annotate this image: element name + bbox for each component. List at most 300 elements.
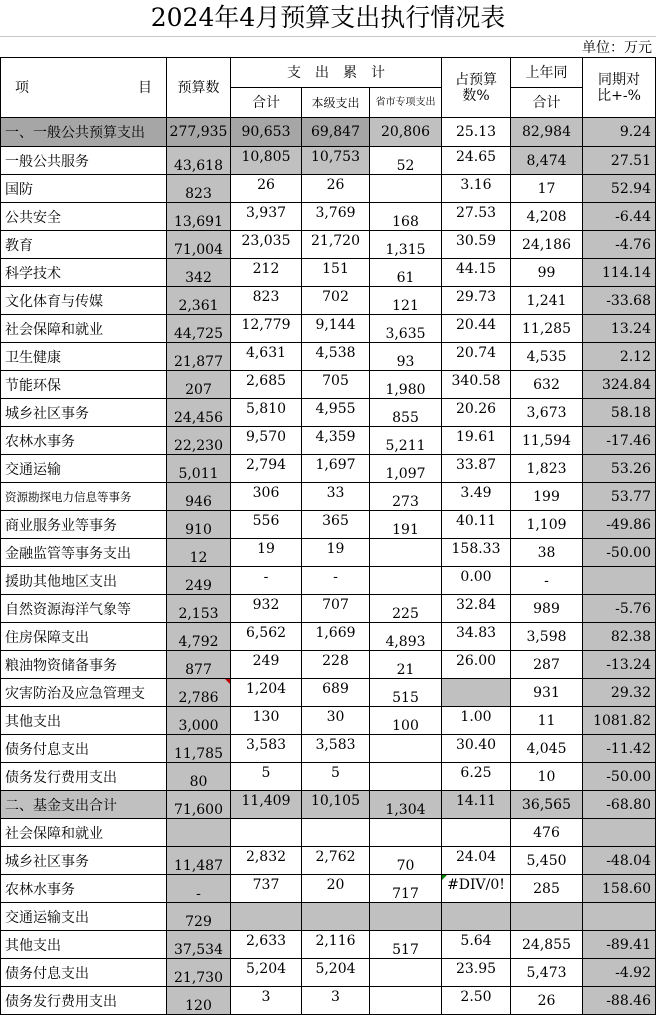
cell-budget[interactable] (167, 118, 231, 147)
cell-yoy-change[interactable] (583, 763, 656, 791)
cell-budget[interactable] (167, 847, 231, 875)
cell-yoy-change[interactable] (583, 539, 656, 567)
cell-last-year-total[interactable] (511, 987, 583, 1015)
cell-last-year-total[interactable] (511, 118, 583, 147)
cell-budget-ratio[interactable] (442, 343, 511, 371)
cell-item-name[interactable] (1, 623, 167, 651)
cell-budget-ratio[interactable] (442, 595, 511, 623)
cell-special-spend[interactable] (370, 259, 442, 287)
cell-budget-ratio[interactable] (442, 623, 511, 651)
cell-special-spend[interactable] (370, 595, 442, 623)
cell-last-year-total[interactable] (511, 259, 583, 287)
cell-last-year-total[interactable] (511, 875, 583, 903)
cell-cum-total[interactable] (231, 427, 302, 455)
cell-item-name[interactable] (1, 203, 167, 231)
cell-cum-total[interactable] (231, 987, 302, 1015)
cell-last-year-total[interactable] (511, 455, 583, 483)
cell-budget-ratio[interactable] (442, 735, 511, 763)
cell-cum-total[interactable] (231, 231, 302, 259)
cell-yoy-change[interactable] (583, 735, 656, 763)
cell-budget-ratio[interactable] (442, 987, 511, 1015)
cell-budget[interactable] (167, 791, 231, 819)
cell-yoy-change[interactable] (583, 118, 656, 147)
cell-special-spend[interactable] (370, 427, 442, 455)
cell-value: 717 (392, 886, 419, 902)
cell-special-spend[interactable] (370, 763, 442, 791)
cell-cum-total[interactable] (231, 539, 302, 567)
cell-budget[interactable] (167, 875, 231, 903)
cell-last-year-total[interactable] (511, 427, 583, 455)
cell-budget-ratio[interactable] (442, 203, 511, 231)
cell-local-spend[interactable] (302, 483, 370, 511)
cell-cum-total[interactable] (231, 287, 302, 315)
cell-local-spend[interactable] (302, 118, 370, 147)
cell-budget-ratio[interactable] (442, 259, 511, 287)
cell-yoy-change[interactable] (583, 791, 656, 819)
cell-special-spend[interactable] (370, 118, 442, 147)
cell-item-name[interactable] (1, 399, 167, 427)
cell-special-spend[interactable] (370, 511, 442, 539)
cell-special-spend[interactable] (370, 287, 442, 315)
cell-yoy-change[interactable] (583, 399, 656, 427)
cell-last-year-total[interactable] (511, 735, 583, 763)
cell-last-year-total[interactable] (511, 847, 583, 875)
cell-yoy-change[interactable] (583, 707, 656, 735)
cell-last-year-total[interactable] (511, 287, 583, 315)
cell-value: 5 (261, 765, 271, 781)
cell-special-spend[interactable] (370, 203, 442, 231)
header-total[interactable]: 合计 (231, 88, 302, 118)
cell-yoy-change[interactable] (583, 931, 656, 959)
cell-cum-total[interactable] (231, 147, 302, 175)
cell-local-spend[interactable] (302, 567, 370, 595)
cell-item-name[interactable] (1, 539, 167, 567)
cell-budget-ratio[interactable] (442, 427, 511, 455)
cell-value: -88.46 (606, 992, 651, 1009)
cell-yoy-change[interactable] (583, 959, 656, 987)
cell-cum-total[interactable] (231, 959, 302, 987)
cell-last-year-total[interactable] (511, 511, 583, 539)
cell-budget[interactable] (167, 483, 231, 511)
cell-item-name[interactable] (1, 511, 167, 539)
header-last-total[interactable]: 合计 (511, 88, 583, 118)
cell-item-name[interactable] (1, 315, 167, 343)
cell-budget-ratio[interactable] (442, 903, 511, 931)
cell-item-name[interactable] (1, 595, 167, 623)
cell-value: 30 (326, 709, 345, 725)
cell-local-spend[interactable] (302, 903, 370, 931)
cell-local-spend[interactable] (302, 175, 370, 203)
cell-value: 26 (537, 992, 556, 1009)
cell-special-spend[interactable] (370, 567, 442, 595)
cell-value: 债务付息支出 (5, 741, 89, 758)
cell-budget[interactable] (167, 427, 231, 455)
cell-budget[interactable] (167, 595, 231, 623)
cell-yoy-change[interactable] (583, 203, 656, 231)
cell-budget-ratio[interactable] (442, 651, 511, 679)
cell-value: 公共安全 (5, 209, 61, 226)
cell-cum-total[interactable] (231, 847, 302, 875)
cell-item-name[interactable] (1, 427, 167, 455)
cell-cum-total[interactable] (231, 679, 302, 707)
cell-item-name[interactable] (1, 371, 167, 399)
cell-item-name[interactable] (1, 847, 167, 875)
cell-item-name[interactable] (1, 931, 167, 959)
cell-last-year-total[interactable] (511, 343, 583, 371)
header-last-year[interactable]: 上年同 (511, 58, 583, 88)
cell-local-spend[interactable] (302, 651, 370, 679)
cell-local-spend[interactable] (302, 315, 370, 343)
cell-item-name[interactable] (1, 175, 167, 203)
cell-last-year-total[interactable] (511, 679, 583, 707)
cell-value: 3,937 (245, 205, 287, 221)
cell-budget-ratio[interactable] (442, 875, 511, 903)
cell-budget[interactable] (167, 511, 231, 539)
cell-cum-total[interactable] (231, 623, 302, 651)
table-row (1, 679, 656, 707)
cell-budget[interactable] (167, 399, 231, 427)
table-row (1, 987, 656, 1015)
cell-budget-ratio[interactable] (442, 931, 511, 959)
cell-budget[interactable] (167, 539, 231, 567)
cell-budget-ratio[interactable] (442, 539, 511, 567)
cell-item-name[interactable] (1, 287, 167, 315)
cell-yoy-change[interactable] (583, 623, 656, 651)
cell-last-year-total[interactable] (511, 595, 583, 623)
cell-budget-ratio[interactable] (442, 483, 511, 511)
cell-special-spend[interactable] (370, 707, 442, 735)
cell-cum-total[interactable] (231, 903, 302, 931)
cell-special-spend[interactable] (370, 343, 442, 371)
cell-local-spend[interactable] (302, 679, 370, 707)
cell-budget-ratio[interactable] (442, 399, 511, 427)
cell-yoy-change[interactable] (583, 259, 656, 287)
cell-budget[interactable] (167, 175, 231, 203)
cell-budget-ratio[interactable] (442, 315, 511, 343)
cell-local-spend[interactable] (302, 959, 370, 987)
cell-cum-total[interactable] (231, 343, 302, 371)
cell-item-name[interactable] (1, 567, 167, 595)
cell-value: 632 (533, 376, 560, 393)
cell-value: 住房保障支出 (5, 629, 89, 646)
cell-special-spend[interactable] (370, 147, 442, 175)
cell-yoy-change[interactable] (583, 595, 656, 623)
cell-budget[interactable] (167, 259, 231, 287)
cell-last-year-total[interactable] (511, 763, 583, 791)
cell-budget[interactable] (167, 707, 231, 735)
cell-last-year-total[interactable] (511, 231, 583, 259)
cell-budget[interactable] (167, 651, 231, 679)
cell-yoy-change[interactable] (583, 847, 656, 875)
header-item[interactable] (1, 58, 167, 118)
cell-item-name[interactable] (1, 791, 167, 819)
cell-item-name[interactable] (1, 231, 167, 259)
cell-budget-ratio[interactable] (442, 231, 511, 259)
cell-local-spend[interactable] (302, 819, 370, 847)
cell-last-year-total[interactable] (511, 371, 583, 399)
cell-value: 44,725 (174, 326, 223, 342)
cell-special-spend[interactable] (370, 371, 442, 399)
cell-special-spend[interactable] (370, 791, 442, 819)
cell-budget-ratio[interactable] (442, 567, 511, 595)
cell-budget[interactable] (167, 959, 231, 987)
cell-cum-total[interactable] (231, 819, 302, 847)
cell-budget-ratio[interactable] (442, 847, 511, 875)
cell-cum-total[interactable] (231, 763, 302, 791)
cell-cum-total[interactable] (231, 203, 302, 231)
cell-special-spend[interactable] (370, 231, 442, 259)
cell-item-name[interactable] (1, 903, 167, 931)
cell-local-spend[interactable] (302, 707, 370, 735)
header-ratio[interactable]: 占预算数% (442, 58, 511, 118)
cell-local-spend[interactable] (302, 791, 370, 819)
cell-budget-ratio[interactable] (442, 679, 511, 707)
cell-yoy-change[interactable] (583, 231, 656, 259)
cell-last-year-total[interactable] (511, 959, 583, 987)
cell-local-spend[interactable] (302, 595, 370, 623)
cell-local-spend[interactable] (302, 427, 370, 455)
table-row (1, 147, 656, 175)
cell-value: 1,204 (245, 681, 287, 697)
cell-budget-ratio[interactable] (442, 371, 511, 399)
cell-local-spend[interactable] (302, 847, 370, 875)
cell-last-year-total[interactable] (511, 203, 583, 231)
cell-yoy-change[interactable] (583, 427, 656, 455)
cell-last-year-total[interactable] (511, 651, 583, 679)
cell-value: 151 (322, 261, 349, 277)
cell-budget-ratio[interactable] (442, 118, 511, 147)
cell-item-name[interactable] (1, 118, 167, 147)
cell-item-name[interactable] (1, 343, 167, 371)
cell-last-year-total[interactable] (511, 931, 583, 959)
cell-value: 23,035 (241, 233, 291, 249)
cell-budget[interactable] (167, 371, 231, 399)
cell-item-name[interactable] (1, 819, 167, 847)
cell-cum-total[interactable] (231, 735, 302, 763)
cell-budget[interactable] (167, 231, 231, 259)
cell-yoy-change[interactable] (583, 175, 656, 203)
cell-cum-total[interactable] (231, 175, 302, 203)
cell-cum-total[interactable] (231, 511, 302, 539)
cell-yoy-change[interactable] (583, 903, 656, 931)
cell-yoy-change[interactable] (583, 483, 656, 511)
cell-yoy-change[interactable] (583, 315, 656, 343)
cell-local-spend[interactable] (302, 987, 370, 1015)
cell-item-name[interactable] (1, 959, 167, 987)
cell-budget[interactable] (167, 819, 231, 847)
cell-special-spend[interactable] (370, 735, 442, 763)
cell-last-year-total[interactable] (511, 315, 583, 343)
cell-special-spend[interactable] (370, 623, 442, 651)
cell-yoy-change[interactable] (583, 371, 656, 399)
cell-cum-total[interactable] (231, 567, 302, 595)
cell-yoy-change[interactable] (583, 875, 656, 903)
cell-yoy-change[interactable] (583, 987, 656, 1015)
cell-local-spend[interactable] (302, 259, 370, 287)
cell-item-name[interactable] (1, 875, 167, 903)
cell-item-name[interactable] (1, 735, 167, 763)
cell-yoy-change[interactable] (583, 651, 656, 679)
cell-budget[interactable] (167, 343, 231, 371)
cell-local-spend[interactable] (302, 371, 370, 399)
cell-local-spend[interactable] (302, 287, 370, 315)
cell-item-name[interactable] (1, 259, 167, 287)
cell-cum-total[interactable] (231, 875, 302, 903)
cell-budget[interactable] (167, 623, 231, 651)
cell-budget[interactable] (167, 763, 231, 791)
cell-budget-ratio[interactable] (442, 819, 511, 847)
cell-yoy-change[interactable] (583, 819, 656, 847)
cell-cum-total[interactable] (231, 455, 302, 483)
cell-item-name[interactable] (1, 651, 167, 679)
cell-budget[interactable] (167, 567, 231, 595)
cell-last-year-total[interactable] (511, 539, 583, 567)
cell-budget[interactable] (167, 679, 231, 707)
cell-special-spend[interactable] (370, 399, 442, 427)
cell-value: 1,304 (385, 802, 426, 818)
cell-special-spend[interactable] (370, 651, 442, 679)
cell-item-name[interactable] (1, 987, 167, 1015)
header-item-right: 目 (138, 79, 152, 96)
cell-cum-total[interactable] (231, 118, 302, 147)
cell-cum-total[interactable] (231, 259, 302, 287)
cell-budget[interactable] (167, 147, 231, 175)
cell-last-year-total[interactable] (511, 623, 583, 651)
cell-last-year-total[interactable] (511, 483, 583, 511)
table-row (1, 819, 656, 847)
cell-special-spend[interactable] (370, 315, 442, 343)
cell-value: 476 (533, 824, 560, 841)
cell-budget-ratio[interactable] (442, 959, 511, 987)
cell-item-name[interactable] (1, 679, 167, 707)
cell-cum-total[interactable] (231, 791, 302, 819)
cell-value: 53.77 (610, 488, 651, 505)
cell-special-spend[interactable] (370, 819, 442, 847)
cell-value: 24.65 (455, 149, 497, 165)
cell-last-year-total[interactable] (511, 819, 583, 847)
cell-local-spend[interactable] (302, 231, 370, 259)
cell-local-spend[interactable] (302, 399, 370, 427)
cell-special-spend[interactable] (370, 987, 442, 1015)
cell-special-spend[interactable] (370, 175, 442, 203)
cell-local-spend[interactable] (302, 735, 370, 763)
cell-value: -49.86 (606, 516, 651, 533)
cell-local-spend[interactable] (302, 203, 370, 231)
cell-local-spend[interactable] (302, 931, 370, 959)
cell-budget[interactable] (167, 987, 231, 1015)
cell-item-name[interactable] (1, 763, 167, 791)
cell-cum-total[interactable] (231, 931, 302, 959)
cell-budget[interactable] (167, 455, 231, 483)
header-budget[interactable]: 预算数 (167, 58, 231, 118)
cell-yoy-change[interactable] (583, 455, 656, 483)
cell-local-spend[interactable] (302, 511, 370, 539)
cell-budget-ratio[interactable] (442, 175, 511, 203)
cell-local-spend[interactable] (302, 147, 370, 175)
cell-value: 粮油物资储备事务 (5, 657, 117, 674)
cell-local-spend[interactable] (302, 343, 370, 371)
cell-special-spend[interactable] (370, 847, 442, 875)
cell-budget-ratio[interactable] (442, 455, 511, 483)
cell-budget[interactable] (167, 931, 231, 959)
cell-yoy-change[interactable] (583, 511, 656, 539)
header-cumulative[interactable]: 支 出 累 计 (231, 58, 442, 88)
cell-special-spend[interactable] (370, 931, 442, 959)
cell-cum-total[interactable] (231, 399, 302, 427)
cell-budget[interactable] (167, 315, 231, 343)
cell-item-name[interactable] (1, 483, 167, 511)
cell-special-spend[interactable] (370, 903, 442, 931)
cell-last-year-total[interactable] (511, 707, 583, 735)
header-yoy[interactable]: 同期对比+-% (583, 58, 656, 118)
cell-yoy-change[interactable] (583, 287, 656, 315)
cell-budget-ratio[interactable] (442, 147, 511, 175)
cell-last-year-total[interactable] (511, 903, 583, 931)
cell-budget[interactable] (167, 735, 231, 763)
cell-cum-total[interactable] (231, 483, 302, 511)
cell-last-year-total[interactable] (511, 567, 583, 595)
cell-budget[interactable] (167, 287, 231, 315)
cell-item-name[interactable] (1, 147, 167, 175)
cell-value: - (263, 569, 269, 585)
cell-local-spend[interactable] (302, 539, 370, 567)
cell-last-year-total[interactable] (511, 399, 583, 427)
cell-yoy-change[interactable] (583, 343, 656, 371)
cell-local-spend[interactable] (302, 763, 370, 791)
cell-special-spend[interactable] (370, 455, 442, 483)
header-special[interactable]: 省市专项支出 (370, 88, 442, 118)
cell-item-name[interactable] (1, 707, 167, 735)
cell-last-year-total[interactable] (511, 175, 583, 203)
table-row (1, 483, 656, 511)
cell-value: 19.61 (455, 429, 497, 445)
cell-value: 10 (537, 768, 556, 785)
cell-cum-total[interactable] (231, 371, 302, 399)
cell-budget-ratio[interactable] (442, 287, 511, 315)
cell-special-spend[interactable] (370, 539, 442, 567)
cell-item-name[interactable] (1, 455, 167, 483)
cell-special-spend[interactable] (370, 483, 442, 511)
cell-budget-ratio[interactable] (442, 791, 511, 819)
cell-local-spend[interactable] (302, 875, 370, 903)
cell-value: 27.53 (455, 205, 497, 221)
cell-yoy-change[interactable] (583, 147, 656, 175)
cell-cum-total[interactable] (231, 315, 302, 343)
cell-special-spend[interactable] (370, 679, 442, 707)
cell-special-spend[interactable] (370, 959, 442, 987)
cell-budget[interactable] (167, 203, 231, 231)
cell-budget-ratio[interactable] (442, 707, 511, 735)
cell-last-year-total[interactable] (511, 791, 583, 819)
cell-cum-total[interactable] (231, 595, 302, 623)
cell-value: 5,473 (526, 964, 567, 981)
cell-budget-ratio[interactable] (442, 511, 511, 539)
cell-last-year-total[interactable] (511, 147, 583, 175)
cell-yoy-change[interactable] (583, 679, 656, 707)
cell-budget-ratio[interactable] (442, 763, 511, 791)
cell-special-spend[interactable] (370, 875, 442, 903)
cell-budget[interactable] (167, 903, 231, 931)
header-local[interactable]: 本级支出 (302, 88, 370, 118)
cell-value: 城乡社区事务 (5, 405, 89, 422)
cell-value: 43,618 (174, 158, 223, 174)
table-row (1, 959, 656, 987)
cell-local-spend[interactable] (302, 455, 370, 483)
cell-yoy-change[interactable] (583, 567, 656, 595)
cell-local-spend[interactable] (302, 623, 370, 651)
cell-cum-total[interactable] (231, 707, 302, 735)
cell-cum-total[interactable] (231, 651, 302, 679)
